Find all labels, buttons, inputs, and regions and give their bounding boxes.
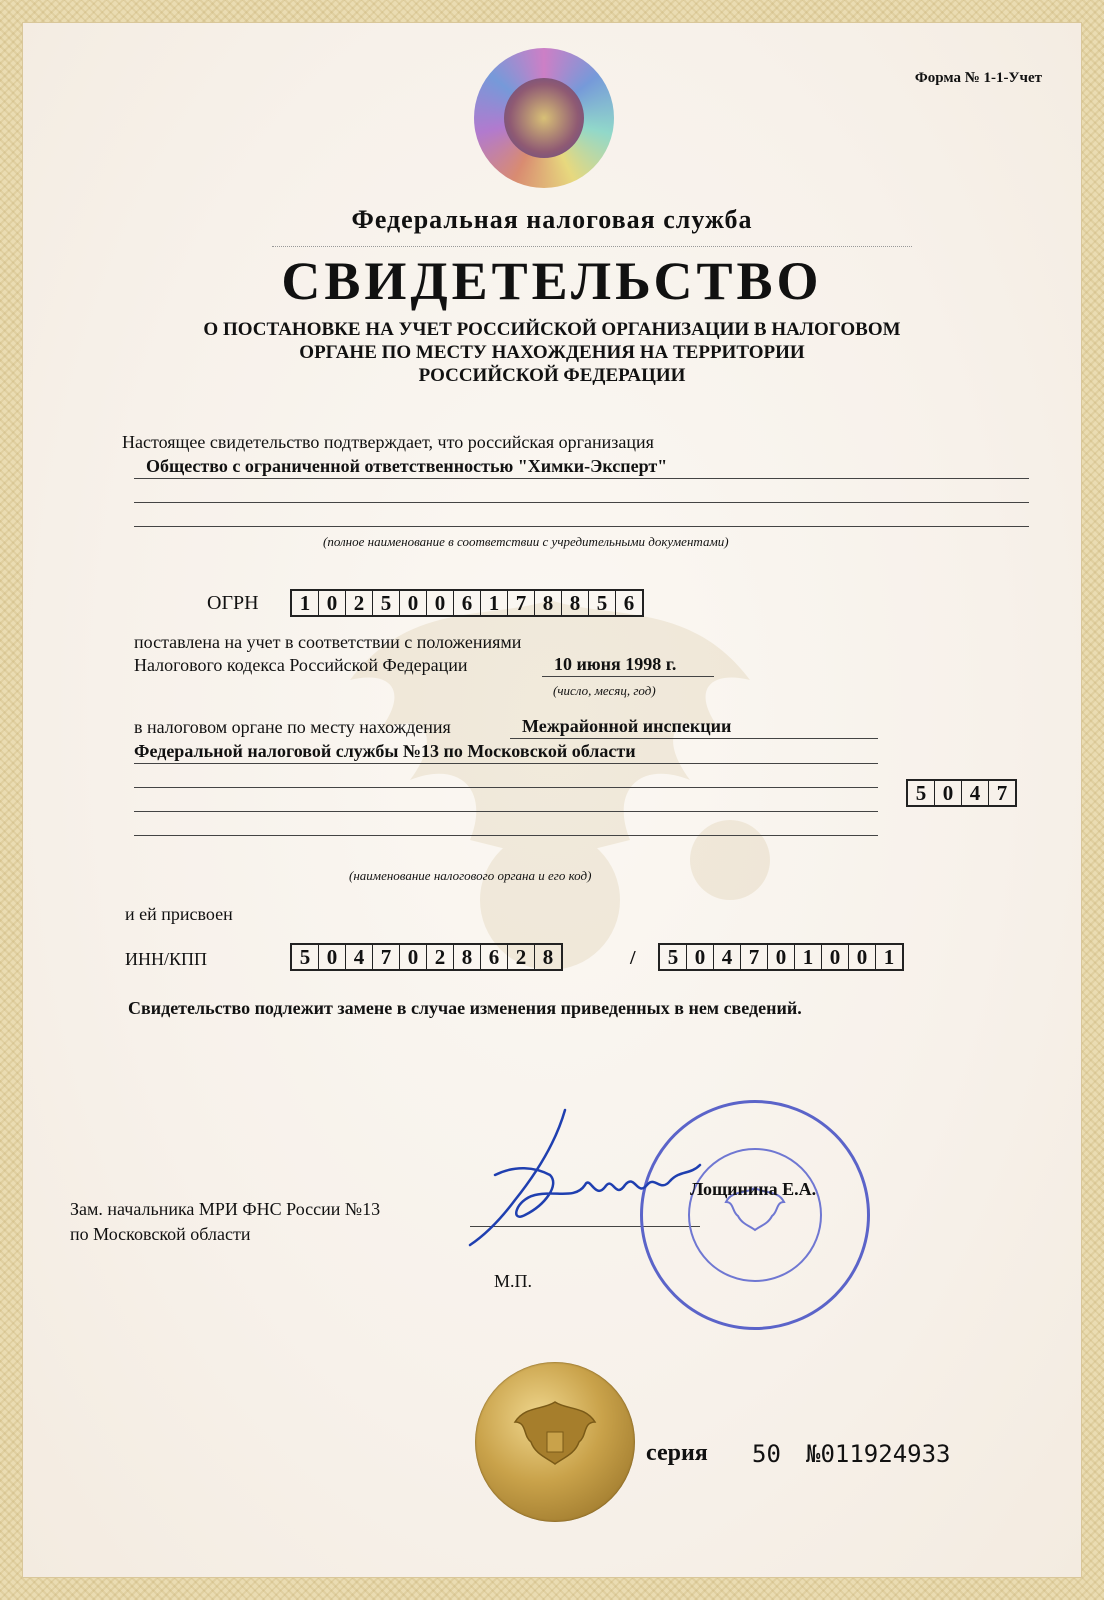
ogrn-digit: 0 — [400, 591, 427, 615]
authority-code-digit: 7 — [996, 781, 1008, 805]
authority-rule-3 — [134, 787, 878, 788]
inn-digit: 7 — [373, 945, 400, 969]
ogrn-digit: 5 — [589, 591, 616, 615]
ogrn-digit: 8 — [562, 591, 589, 615]
document-subtitle — [0, 318, 1104, 387]
registered-line-1: поставлена на учет в соответствии с положениями — [134, 632, 522, 652]
authority-caption: (наименование налогового органа и его код) — [349, 868, 592, 883]
kpp-digit: 0 — [687, 945, 714, 969]
ogrn-digit: 7 — [508, 591, 535, 615]
inn-digit: 0 — [400, 945, 427, 969]
org-line-1 — [134, 478, 1029, 479]
agency-rule — [272, 246, 912, 247]
inn-digit: 8 — [454, 945, 481, 969]
authority-rule-5 — [134, 835, 878, 836]
subtitle-line-1: О ПОСТАНОВКЕ НА УЧЕТ РОССИЙСКОЙ ОРГАНИЗАЦИИ В НАЛОГОВОМ — [203, 319, 901, 340]
kpp-digit: 0 — [768, 945, 795, 969]
date-line — [542, 676, 714, 677]
form-number: Форма № 1-1-Учет — [914, 70, 1042, 86]
inn-digit: 4 — [346, 945, 373, 969]
kpp-digit: 0 — [822, 945, 849, 969]
authority-code-cells — [906, 779, 1017, 807]
ogrn-label: ОГРН — [207, 592, 259, 614]
authority-line-2: Федеральной налоговой службы №13 по Московской области — [134, 741, 636, 761]
inn-digit: 8 — [542, 945, 554, 969]
subtitle-line-2: ОРГАНЕ ПО МЕСТУ НАХОЖДЕНИЯ НА ТЕРРИТОРИИ — [299, 342, 805, 363]
inn-digit: 2 — [508, 945, 535, 969]
ogrn-digit: 1 — [292, 591, 319, 615]
kpp-digit: 5 — [660, 945, 687, 969]
certificate-number: №011924933 — [806, 1440, 951, 1468]
signer-title-2: по Московской области — [70, 1224, 251, 1244]
authority-rule-2 — [134, 763, 878, 764]
document-title: СВИДЕТЕЛЬСТВО — [281, 251, 823, 311]
inn-kpp-separator: / — [630, 947, 636, 969]
inn-digit: 6 — [481, 945, 508, 969]
signer-title-1: Зам. начальника МРИ ФНС России №13 — [70, 1199, 381, 1219]
watermark-eagle-icon — [290, 560, 810, 990]
subtitle-line-3: РОССИЙСКОЙ ФЕДЕРАЦИИ — [418, 365, 686, 386]
kpp-digit: 4 — [714, 945, 741, 969]
org-caption: (полное наименование в соответствии с учредительными документами) — [323, 534, 729, 549]
assigned-text: и ей присвоен — [125, 904, 233, 924]
authority-line-1: Межрайонной инспекции — [522, 716, 732, 736]
authority-code-digit: 4 — [962, 781, 989, 805]
signer-name: Лощинина Е.А. — [690, 1179, 817, 1199]
authority-rule-4 — [134, 811, 878, 812]
authority-label: в налоговом органе по месту нахождения — [134, 717, 451, 737]
ogrn-digit: 6 — [623, 591, 635, 615]
inn-digit: 0 — [319, 945, 346, 969]
ogrn-digit: 1 — [481, 591, 508, 615]
double-headed-eagle-icon — [505, 1392, 605, 1492]
hologram-eagle-icon — [504, 78, 584, 158]
series-label: серия — [646, 1440, 708, 1466]
authority-rule-1 — [510, 738, 878, 739]
ogrn-digit: 6 — [454, 591, 481, 615]
org-line-3 — [134, 526, 1029, 527]
mp-label: М.П. — [494, 1271, 533, 1291]
series-value: 50 — [752, 1440, 781, 1468]
inn-cells — [290, 943, 563, 971]
ogrn-digit: 8 — [535, 591, 562, 615]
authority-code-digit: 0 — [935, 781, 962, 805]
ogrn-cells — [290, 589, 644, 617]
authority-code-digit: 5 — [908, 781, 935, 805]
ogrn-digit: 2 — [346, 591, 373, 615]
kpp-digit: 7 — [741, 945, 768, 969]
kpp-digit: 0 — [849, 945, 876, 969]
inn-digit: 5 — [292, 945, 319, 969]
inn-kpp-label: ИНН/КПП — [125, 949, 208, 969]
kpp-digit: 1 — [883, 945, 895, 969]
kpp-cells — [658, 943, 904, 971]
date-caption: (число, месяц, год) — [553, 683, 656, 698]
intro-text: Настоящее свидетельство подтверждает, что российская организация — [122, 432, 654, 452]
ogrn-digit: 0 — [319, 591, 346, 615]
registered-line-2: Налогового кодекса Российской Федерации — [134, 655, 468, 675]
kpp-digit: 1 — [795, 945, 822, 969]
ogrn-digit: 5 — [373, 591, 400, 615]
organization-name: Общество с ограниченной ответственностью "Химки-Эксперт" — [146, 456, 668, 476]
registration-date: 10 июня 1998 г. — [554, 654, 677, 674]
org-line-2 — [134, 502, 1029, 503]
inn-digit: 2 — [427, 945, 454, 969]
ogrn-digit: 0 — [427, 591, 454, 615]
replacement-notice: Свидетельство подлежит замене в случае изменения приведенных в нем сведений. — [128, 998, 802, 1018]
handwritten-signature — [455, 1105, 715, 1265]
agency-title: Федеральная налоговая служба — [351, 205, 753, 234]
